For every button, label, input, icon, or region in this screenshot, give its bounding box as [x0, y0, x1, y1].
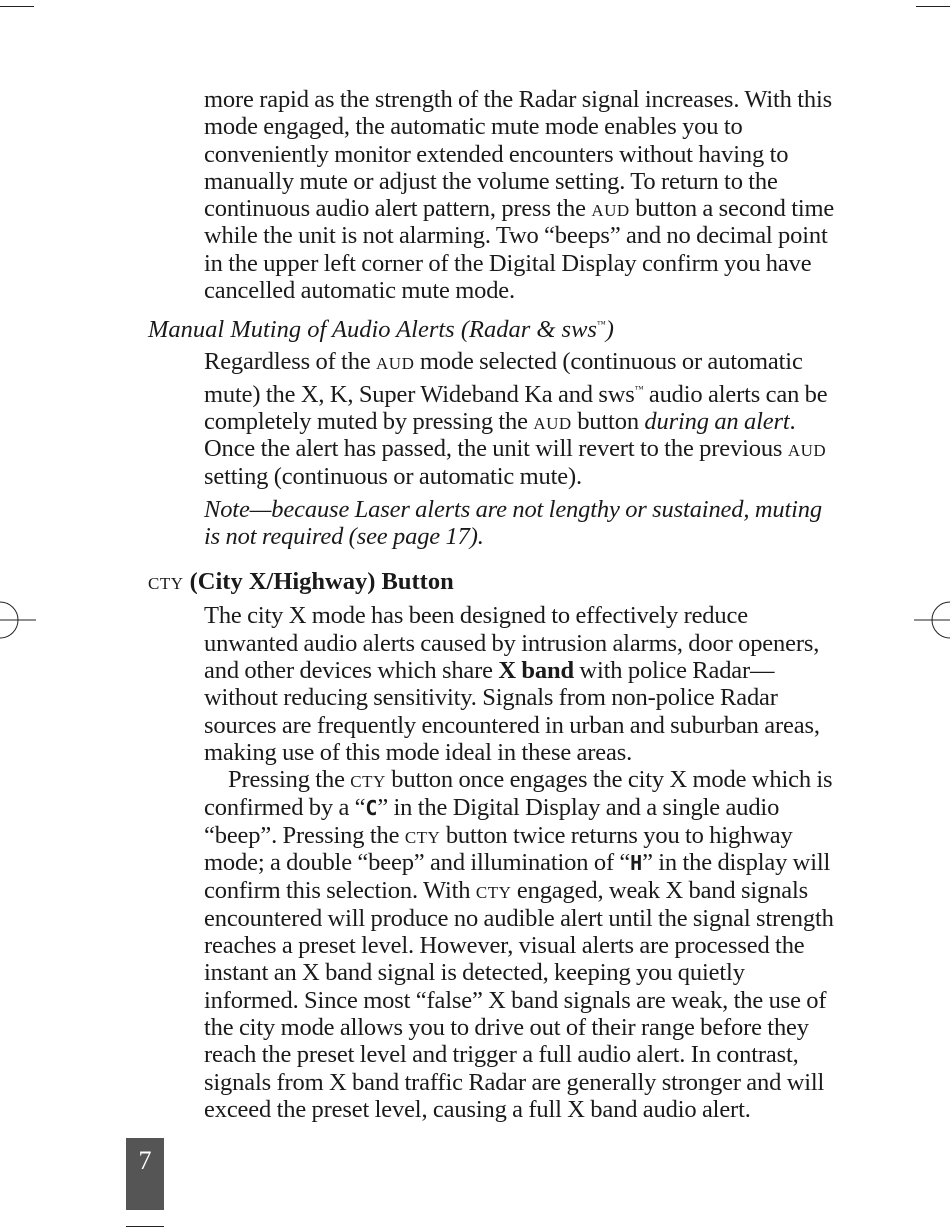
registration-mark-left [0, 600, 36, 640]
aud-button-ref: aud [591, 195, 630, 223]
cty-button-ref: cty [404, 821, 441, 849]
intro-paragraph: more rapid as the strength of the Radar signal increases. With this mode engaged, the automatic mute mode enables you to conveniently monitor extended encounters without having to manually mute or adjust the volume setting. To return to the continuous audio alert pattern, press the aud button a second time while the unit is not alarming. Two “beeps” and no decimal point in the upper left corner of the Digital Display confirm you have cancelled automatic mute mode. [204, 86, 835, 305]
manual-muting-paragraph: Regardless of the aud mode selected (continuous or automatic mute) the X, K, Super Wideband Ka and sws™ audio alerts can be completely muted by pressing the aud button during an alert. Once the alert has passed, the unit will revert to the previous aud setting (continuous or automatic mute). [204, 348, 828, 490]
city-paragraph-1: The city X mode has been designed to effectively reduce unwanted audio alerts caused by intrusion alarms, door openers, and other devices which share X band with police Radar—without reducing sensitivity. Signals from non-police Radar sources are frequently encountered in urban and suburban areas, making use of this mode ideal in these areas. [204, 602, 820, 766]
page-number: 7 [138, 1146, 152, 1175]
cty-button-ref: cty [475, 877, 512, 905]
display-h-glyph: H [630, 851, 643, 876]
manual-muting-note: Note—because Laser alerts are not lengthy or sustained, muting is not required (see page 17). [204, 495, 822, 551]
registration-mark-right [914, 600, 950, 640]
crop-mark-top-right [916, 6, 950, 7]
city-paragraph-2: Pressing the cty button once engages the city X mode which is confirmed by a “C” in the Digital Display and a single audio “beep”. Pressing the cty button twice returns you to highway mode; a double “beep” and illumination of “H” in the display will confirm this selection. With cty engaged, weak X band signals encountered will produce no audible alert until the signal strength reaches a preset level. However, visual alerts are processed the instant an X band signal is detected, keeping you quietly informed. Since most “false” X band signals are weak, the use of the city mode allows you to drive out of their range before they reach the preset level and trigger a full audio alert. In contrast, signals from X band traffic Radar are generally stronger and will exceed the preset level, causing a full X band audio alert. [204, 766, 834, 1123]
aud-button-ref: aud [787, 435, 827, 463]
page-content [148, 86, 838, 1123]
city-button-heading: cty (City X/Highway) Button [148, 568, 454, 596]
page-number-tab [126, 1138, 164, 1210]
crop-mark-bottom-left [126, 1226, 164, 1227]
aud-button-ref: aud [533, 407, 572, 435]
crop-mark-top-left [0, 6, 34, 7]
aud-button-ref: aud [376, 348, 415, 376]
manual-muting-heading: Manual Muting of Audio Alerts (Radar & sws™) [148, 316, 614, 344]
display-c-glyph: C [365, 795, 378, 820]
cty-button-ref: cty [350, 766, 386, 794]
